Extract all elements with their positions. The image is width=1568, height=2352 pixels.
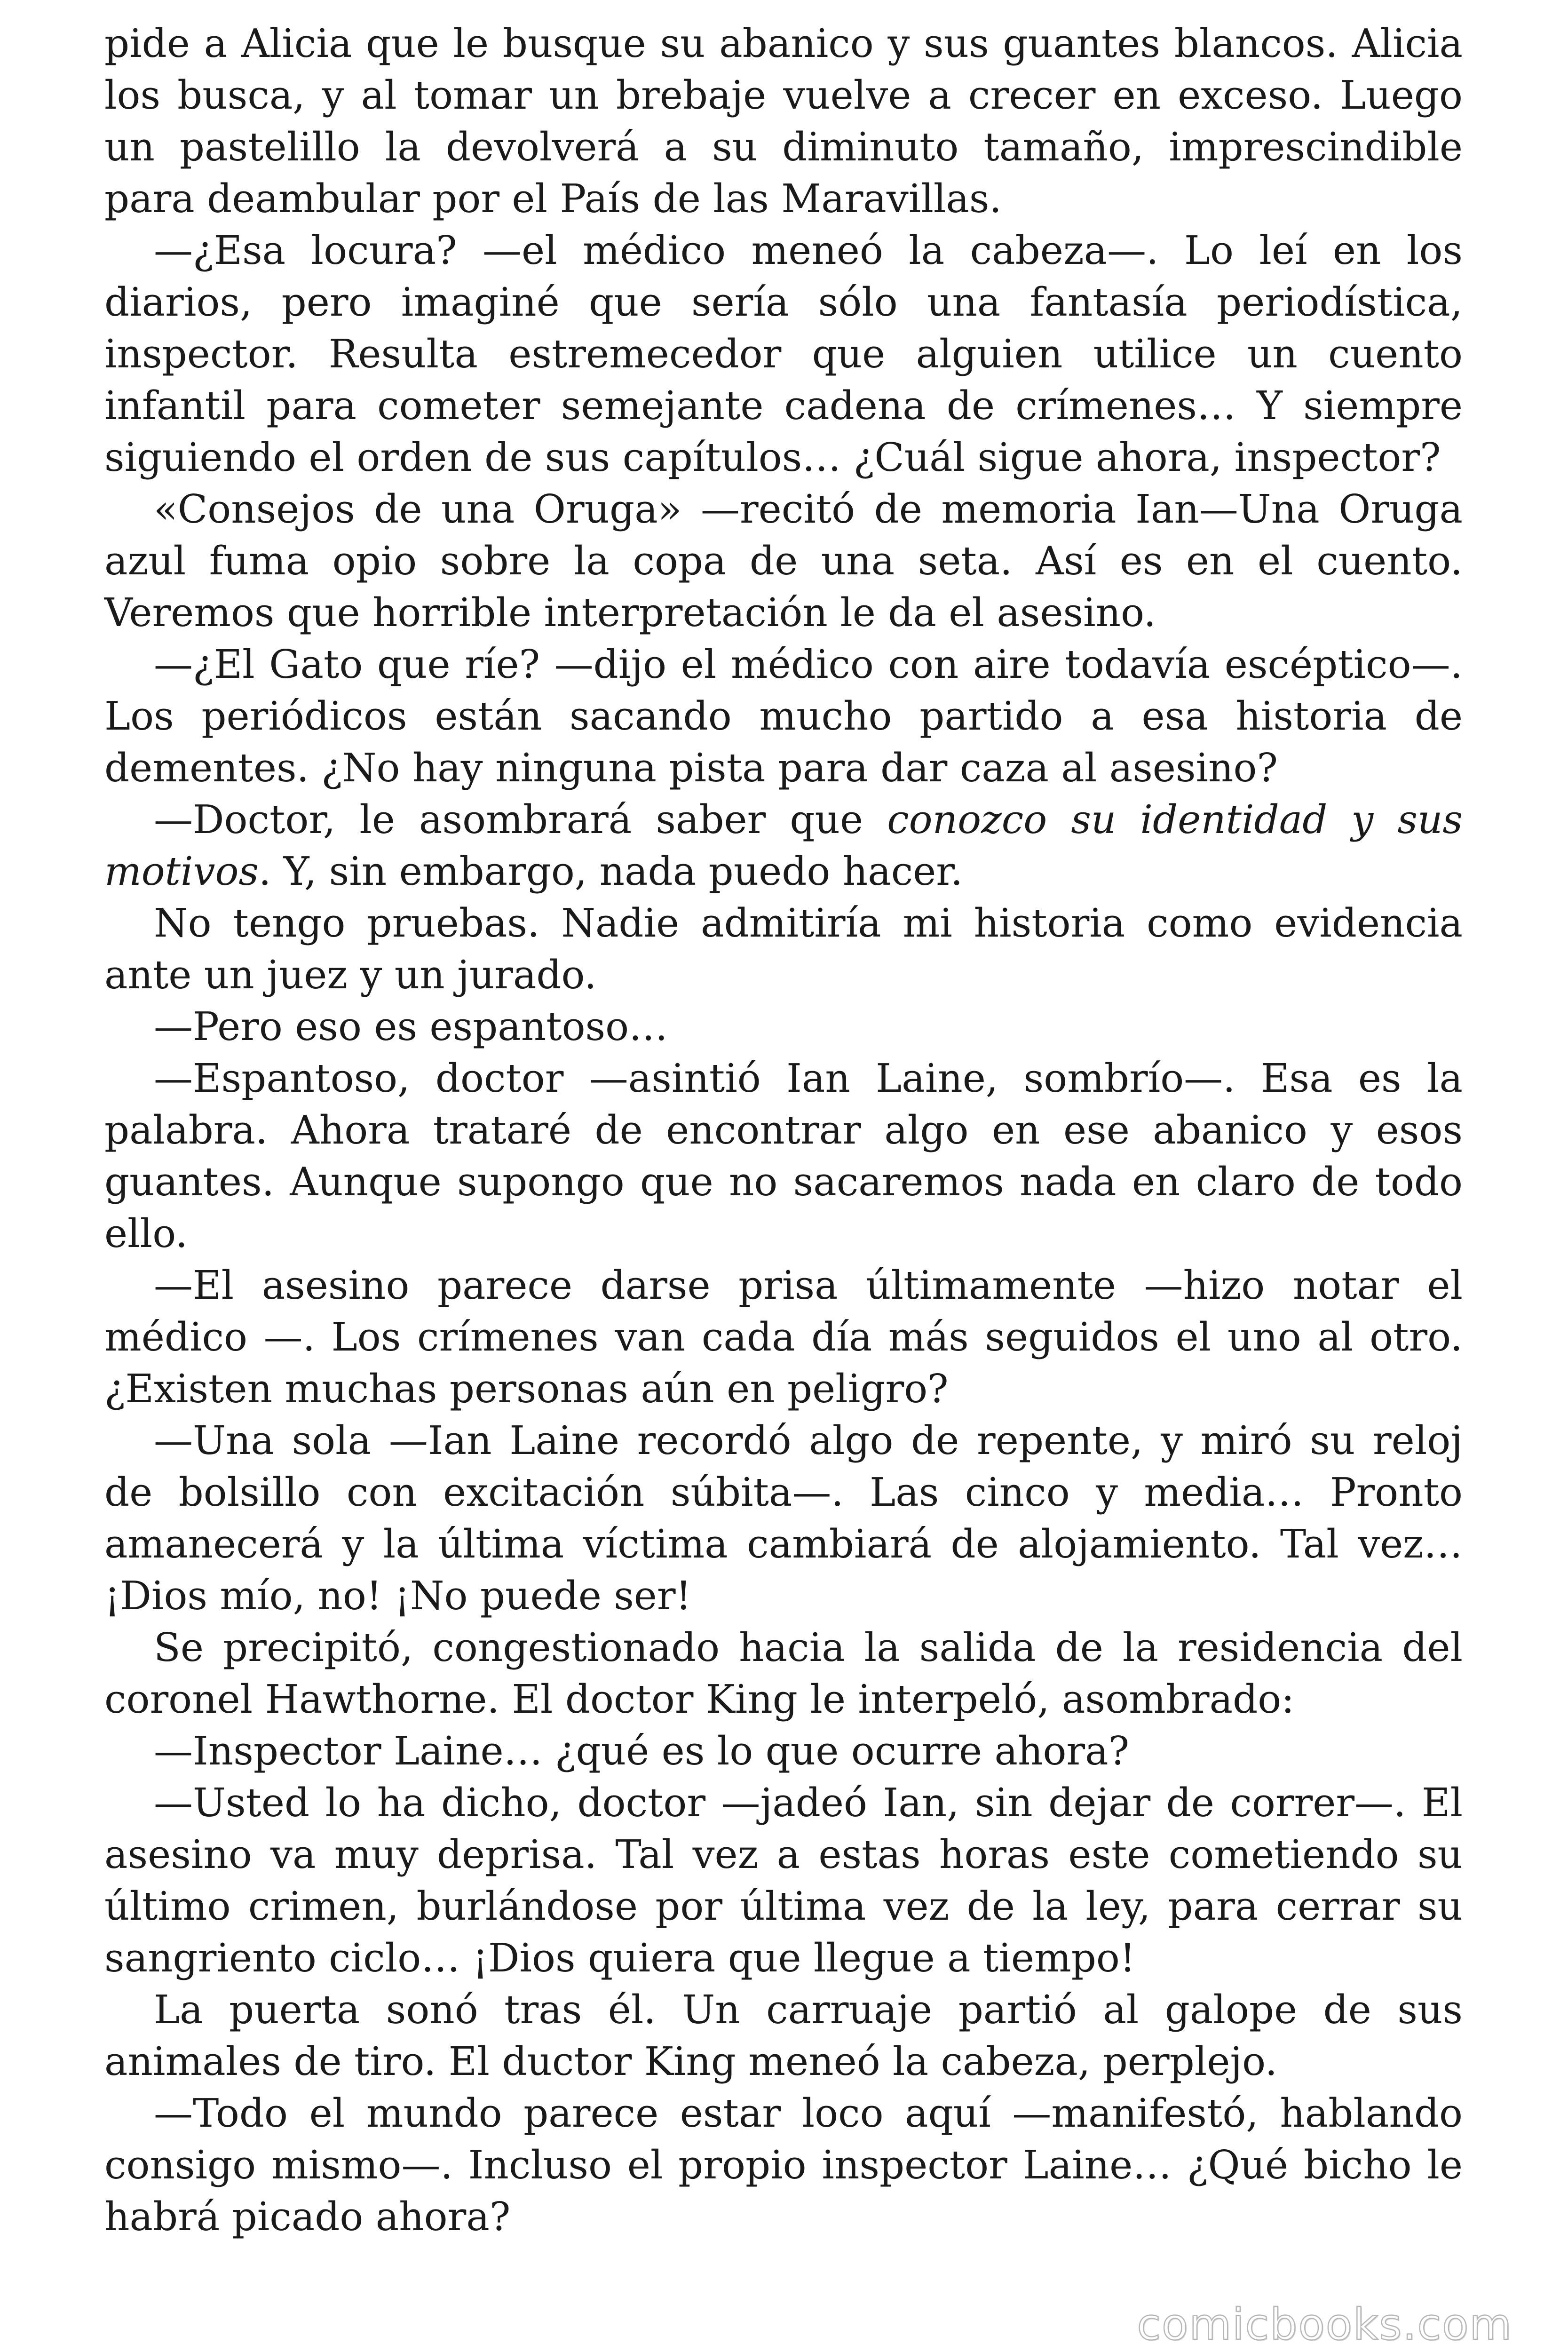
paragraph [104, 794, 1463, 898]
text-run: —El asesino parece darse prisa últimamente —hizo notar el médico —. Los crímenes van cada día más seguidos el uno al otro. ¿Existen muchas personas aún en peligro? [104, 1263, 1463, 1412]
text-run: —Una sola —Ian Laine recordó algo de repente, y miró su reloj de bolsillo con excitación súbita—. Las cinco y media… Pronto amanecerá y la última víctima cambiará de alojamiento. Tal vez… ¡Dios mío, no! ¡No puede ser! [104, 1418, 1463, 1619]
watermark: comicbooks.com [1137, 2299, 1513, 2350]
italic-text-run: conozco su identidad y sus motivos [104, 797, 1463, 894]
text-run: —Doctor, le asombrará saber que [154, 797, 887, 842]
text-run: La puerta sonó tras él. Un carruaje partió al galope de sus animales de tiro. El ductor King meneó la cabeza, perplejo. [104, 1987, 1463, 2084]
text-run: «Consejos de una Oruga» —recitó de memoria Ian—Una Oruga azul fuma opio sobre la copa de una seta. Así es en el cuento. Veremos que horrible interpretación le da el asesino. [104, 486, 1463, 636]
paragraph [104, 1622, 1463, 1725]
text-run: —¿Esa locura? —el médico meneó la cabeza—. Lo leí en los diarios, pero imaginé que sería sólo una fantasía periodística, inspector. Resulta estremecedor que alguien utilice un cuento infantil para cometer semejante cadena de crímenes… Y siempre siguiendo el orden de sus capítulos… ¿Cuál sigue ahora, inspector? [104, 228, 1463, 480]
paragraph [104, 1725, 1463, 1777]
text-run: —Inspector Laine… ¿qué es lo que ocurre ahora? [154, 1728, 1130, 1774]
paragraph [104, 484, 1463, 639]
paragraph [104, 2088, 1463, 2243]
paragraph [104, 1260, 1463, 1415]
paragraph [104, 1777, 1463, 1984]
text-run: Se precipitó, congestionado hacia la salida de la residencia del coronel Hawthorne. El doctor King le interpeló, asombrado: [104, 1625, 1463, 1722]
text-run: pide a Alicia que le busque su abanico y sus guantes blancos. Alicia los busca, y al tomar un brebaje vuelve a crecer en exceso. Luego un pastelillo la devolverá a su diminuto tamaño, imprescindible para deambular por el País de las Maravillas. [104, 21, 1463, 222]
paragraph [104, 1053, 1463, 1260]
paragraph [104, 639, 1463, 794]
text-run: No tengo pruebas. Nadie admitiría mi historia como evidencia ante un juez y un jurado. [104, 900, 1463, 998]
paragraph [104, 1001, 1463, 1053]
body-text [104, 18, 1463, 2243]
paragraph [104, 1984, 1463, 2088]
paragraph [104, 898, 1463, 1001]
paragraph [104, 18, 1463, 225]
text-run: —Todo el mundo parece estar loco aquí —manifestó, hablando consigo mismo—. Incluso el propio inspector Laine… ¿Qué bicho le habrá picado ahora? [104, 2090, 1463, 2240]
text-run: —Espantoso, doctor —asintió Ian Laine, sombrío—. Esa es la palabra. Ahora trataré de encontrar algo en ese abanico y esos guantes. Aunque supongo que no sacaremos nada en claro de todo ello. [104, 1056, 1463, 1256]
text-run: —Usted lo ha dicho, doctor —jadeó Ian, sin dejar de correr—. El asesino va muy deprisa. Tal vez a estas horas este cometiendo su último crimen, burlándose por última vez de la ley, para cerrar su sangriento ciclo… ¡Dios quiera que llegue a tiempo! [104, 1780, 1463, 1981]
paragraph [104, 1415, 1463, 1622]
text-run: —Pero eso es espantoso… [154, 1004, 668, 1049]
text-run: . Y, sin embargo, nada puedo hacer. [259, 849, 963, 894]
paragraph [104, 225, 1463, 484]
text-run: —¿El Gato que ríe? —dijo el médico con aire todavía escéptico—. Los periódicos están sacando mucho partido a esa historia de dementes. ¿No hay ninguna pista para dar caza al asesino? [104, 642, 1463, 791]
